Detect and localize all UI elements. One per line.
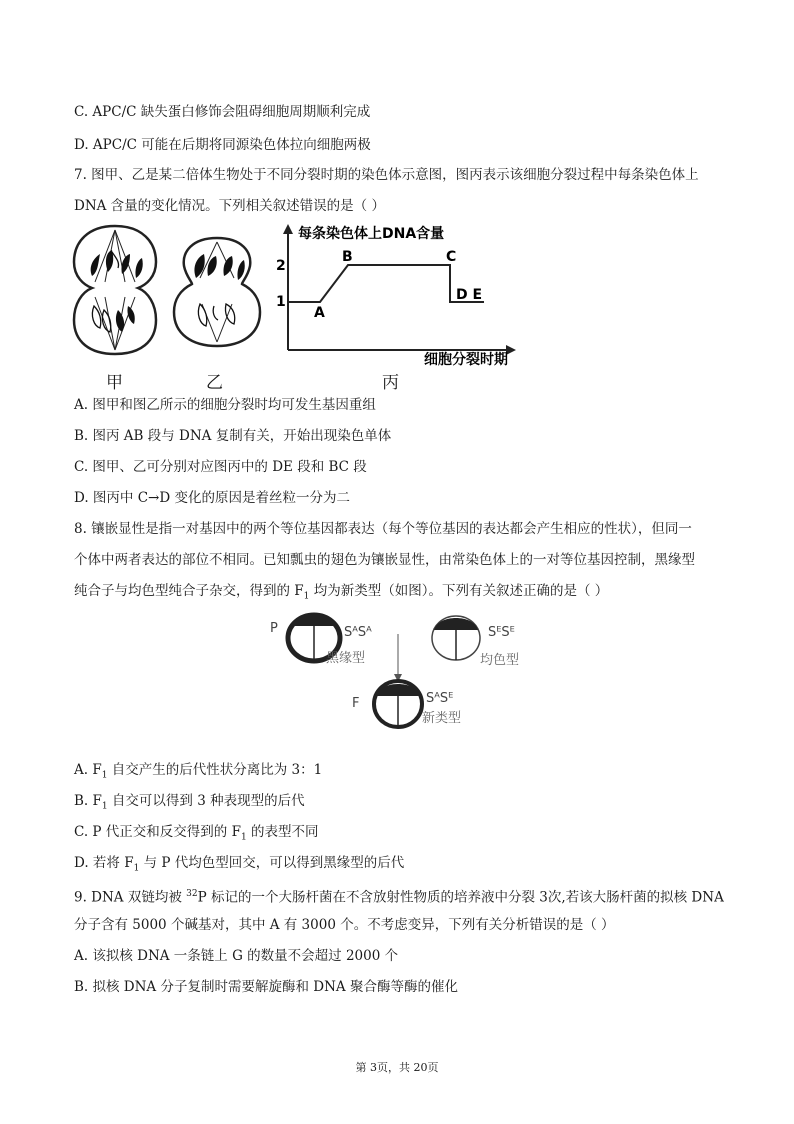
- point-label-c: C: [446, 249, 457, 265]
- type-even-label: 均色型: [480, 653, 520, 668]
- figure-cell-jia: [70, 222, 160, 357]
- figure-ladybug-cross: [262, 608, 542, 736]
- page-footer: 第 3页，共 20页: [355, 1061, 439, 1074]
- figure-label-yi: 乙: [206, 373, 223, 393]
- figure-chart-bing: [270, 220, 530, 370]
- q7-stem-line1: 7. 图甲、乙是某二倍体生物处于不同分裂时期的染色体示意图，图丙表示该细胞分裂过程中每条染色体上: [74, 167, 699, 183]
- q8-stem-line2: 个体中两者表达的部位不相同。已知瓢虫的翅色为镶嵌显性，由常染色体上的一对等位基因控制，黑缘型: [74, 552, 695, 568]
- q9-stem-line2: 分子含有 5000 个碱基对，其中 A 有 3000 个。不考虑变异，下列有关分析错误的是（ ）: [74, 917, 615, 933]
- q7-option-c: C. 图甲、乙可分别对应图丙中的 DE 段和 BC 段: [74, 459, 367, 475]
- type-new-label: 新类型: [422, 711, 462, 726]
- point-label-de: D E: [456, 287, 483, 303]
- y-tick-1: 1: [276, 294, 286, 310]
- y-tick-2: 2: [276, 258, 286, 274]
- series-line: [288, 265, 484, 302]
- q6-option-d: D. APC/C 可能在后期将同源染色体拉向细胞两极: [74, 137, 371, 153]
- figure-cell-yi: [170, 234, 264, 350]
- ladybug-even-color: [432, 616, 480, 660]
- genotype-new: SᴬSᴱ: [426, 691, 454, 706]
- q9-option-b: B. 拟核 DNA 分子复制时需要解旋酶和 DNA 聚合酶等酶的催化: [74, 979, 458, 995]
- q7-option-d: D. 图丙中 C→D 变化的原因是着丝粒一分为二: [74, 490, 350, 506]
- point-label-b: B: [342, 249, 353, 265]
- q7-option-b: B. 图丙 AB 段与 DNA 复制有关，开始出现染色单体: [74, 428, 392, 444]
- type-black-label: 黑缘型: [326, 651, 366, 666]
- q8-stem-line3: 纯合子与均色型纯合子杂交，得到的 $F_1$ 均为新类型（如图）。下列有关叙述正确的是（ ）: [74, 583, 609, 602]
- y-axis-label: 每条染色体上DNA含量: [298, 226, 445, 242]
- point-label-a: A: [314, 305, 325, 321]
- q8-stem-line1: 8. 镶嵌显性是指一对基因中的两个等位基因都表达（每个等位基因的表达都会产生相应的性状），但同一: [74, 521, 692, 537]
- ladybug-new-type: [374, 681, 422, 727]
- label-f: F: [352, 696, 360, 711]
- q9-option-a: A. 该拟核 DNA 一条链上 G 的数量不会超过 2000 个: [74, 948, 399, 964]
- q7-option-a: A. 图甲和图乙所示的细胞分裂时均可发生基因重组: [74, 397, 376, 413]
- q7-stem-line2: DNA 含量的变化情况。下列相关叙述错误的是（ ）: [74, 198, 385, 214]
- label-p: P: [270, 621, 278, 636]
- q8-option-b: B. $F_1$ 自交可以得到 3 种表现型的后代: [74, 793, 305, 812]
- figure-label-bing: 丙: [382, 373, 399, 393]
- q9-stem-line1: 9. DNA 双链均被 $^{32}$P 标记的一个大肠杆菌在不含放射性物质的培养液中分裂 3次,若该大肠杆菌的拟核 DNA: [74, 889, 724, 906]
- figure-label-jia: 甲: [106, 373, 123, 393]
- x-axis-label: 细胞分裂时期: [424, 352, 508, 368]
- genotype-even: SᴱSᴱ: [488, 625, 515, 640]
- genotype-black: SᴬSᴬ: [344, 625, 372, 640]
- q8-option-a: A. $F_1$ 自交产生的后代性状分离比为 3：1: [74, 762, 323, 781]
- q8-option-d: D. 若将 $F_1$ 与 P 代均色型回交，可以得到黑缘型的后代: [74, 855, 405, 874]
- q6-option-c: C. APC/C 缺失蛋白修饰会阻碍细胞周期顺利完成: [74, 104, 371, 120]
- y-axis-arrow: [283, 224, 293, 234]
- q8-option-c: C. P 代正交和反交得到的 $F_1$ 的表型不同: [74, 824, 319, 843]
